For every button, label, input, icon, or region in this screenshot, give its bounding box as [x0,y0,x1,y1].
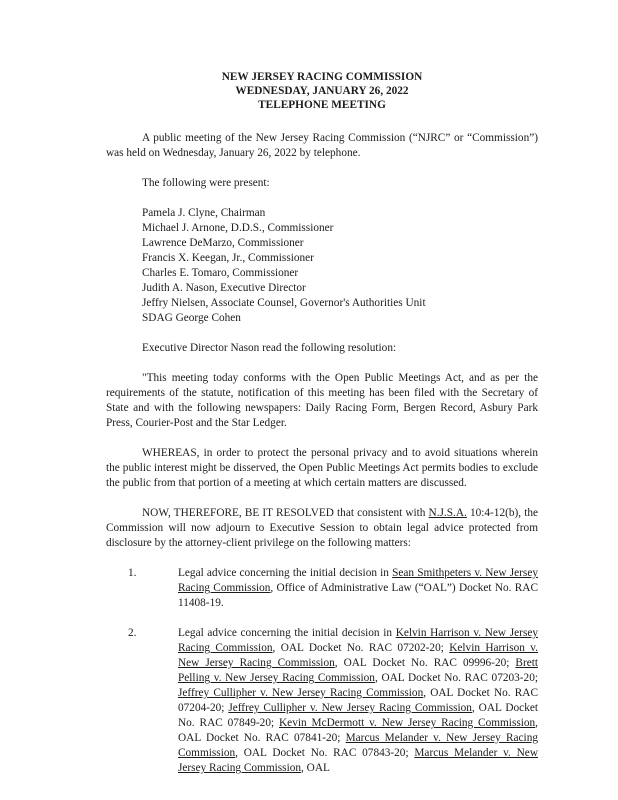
attendee-item: SDAG George Cohen [142,312,241,324]
intro-paragraph: A public meeting of the New Jersey Racing Commission (“NJRC” or “Commission”) was held on Wednesday, January 26, 2022 by telephone. [106,132,538,159]
attendee-item: Jeffry Nielsen, Associate Counsel, Governor's Authorities Unit [142,297,426,309]
attendee-item: Charles E. Tomaro, Commissioner [142,267,299,279]
matter-item [106,566,538,611]
docket-text: , OAL Docket No. RAC 07843-20; [235,747,415,759]
matter-number: 1. [128,567,137,579]
matters-list [106,566,538,776]
case-name: Sean Smithpeters v. New Jersey Racing Commission [178,567,538,594]
resolution-intro: Executive Director Nason read the following resolution: [142,342,397,354]
case-name: Brett Pelling v. New Jersey Racing Commission [178,657,538,684]
matter-text: Legal advice concerning the initial decision in [178,567,393,579]
resolution-paragraph-2: WHEREAS, in order to protect the personal privacy and to avoid situations wherein the public interest might be disserved, the Open Public Meetings Act permits bodies to exclude the public from that portion of a meeting at which certain matters are discussed. [106,447,538,489]
case-name: Kelvin Harrison v. New Jersey Racing Commission [178,642,538,669]
attendee-item: Michael J. Arnone, D.D.S., Commissioner [142,222,334,234]
document-header [106,70,538,112]
attendee-item: Judith A. Nason, Executive Director [142,282,306,294]
header-organization: NEW JERSEY RACING COMMISSION [221,71,423,83]
docket-text: , OAL Docket No. RAC 07204-20; [178,687,538,714]
matter-text: Legal advice concerning the initial decision in [178,627,396,639]
matter-text: , Office of Administrative Law (“OAL”) Docket No. RAC 11408-19. [178,582,538,609]
docket-text: , OAL [301,762,330,774]
resolution-paragraph-1: "This meeting today conforms with the Open Public Meetings Act, and as per the requirements of the statute, notification of this meeting has been filed with the Secretary of State and with the following newspapers: Daily Racing Form, Bergen Record, Asbury Park Press, Courier-Post and the Star Ledger. [106,372,538,429]
statute-citation: N.J.S.A. [428,507,467,519]
resolution-text: NOW, THEREFORE, BE IT RESOLVED that consistent with [142,507,429,519]
docket-text: , OAL Docket No. RAC 09996-20; [334,657,516,669]
case-name: Kevin McDermott v. New Jersey Racing Commission [279,717,536,729]
case-name: Marcus Melander v. New Jersey Racing Commission [178,732,538,759]
attendee-list [106,206,538,326]
resolution-paragraph-3 [106,506,538,551]
resolution-text: 10:4-12(b), the Commission will now adjourn to Executive Session to obtain legal advice protected from disclosure by the attorney-client privilege on the following matters: [106,507,538,549]
present-label: The following were present: [142,177,270,189]
case-name: Marcus Melander v. New Jersey Racing Commission [178,747,538,774]
attendee-item: Pamela J. Clyne, Chairman [142,207,266,219]
case-name: Jeffrey Cullipher v. New Jersey Racing Commission [178,687,424,699]
attendee-item: Lawrence DeMarzo, Commissioner [142,237,304,249]
docket-text: , OAL Docket No. RAC 07202-20; [272,642,450,654]
docket-text: , OAL Docket No. RAC 07203-20; [374,672,538,684]
header-meeting-type: TELEPHONE MEETING [258,99,386,111]
docket-text: , OAL Docket No. RAC 07841-20; [178,717,538,744]
case-name: Kelvin Harrison v. New Jersey Racing Commission [178,627,538,654]
matter-number: 2. [128,627,137,639]
matter-item [106,626,538,776]
attendee-item: Francis X. Keegan, Jr., Commissioner [142,252,314,264]
docket-text: , OAL Docket No. RAC 07849-20; [178,702,539,729]
case-name: Jeffrey Cullipher v. New Jersey Racing Commission [228,702,472,714]
header-date: WEDNESDAY, JANUARY 26, 2022 [235,85,409,97]
